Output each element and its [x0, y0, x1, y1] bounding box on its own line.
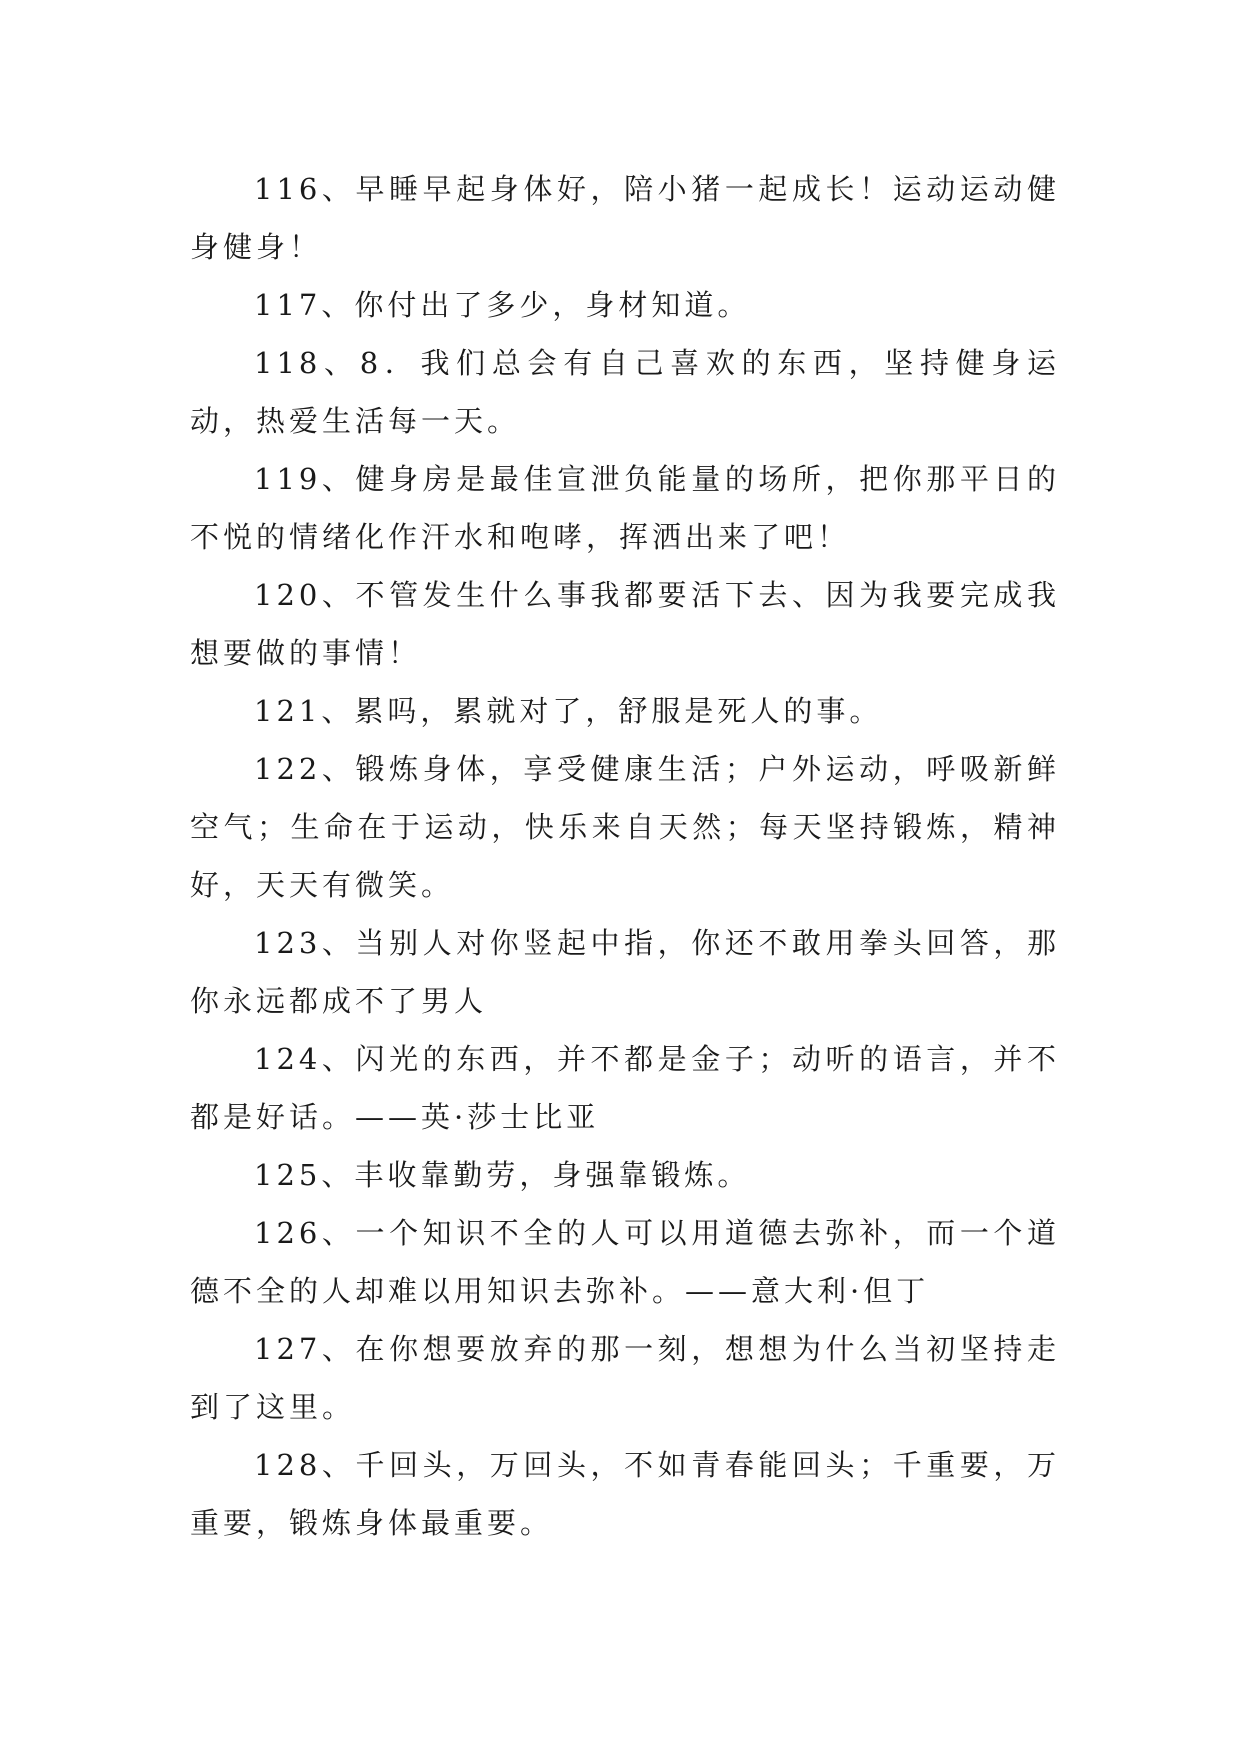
quote-126: 126、一个知识不全的人可以用道德去弥补，而一个道德不全的人却难以用知识去弥补。——意大利·但丁 [190, 1216, 1060, 1308]
quote-122: 122、锻炼身体，享受健康生活；户外运动，呼吸新鲜空气；生命在于运动，快乐来自天然；每天坚持锻炼，精神好，天天有微笑。 [190, 752, 1060, 902]
quote-124: 124、闪光的东西，并不都是金子；动听的语言，并不都是好话。——英·莎士比亚 [190, 1042, 1060, 1134]
quote-119: 119、健身房是最佳宣泄负能量的场所，把你那平日的不悦的情绪化作汗水和咆哮，挥洒出来了吧！ [190, 462, 1060, 554]
quote-118: 118、8．我们总会有自己喜欢的东西，坚持健身运动，热爱生活每一天。 [190, 346, 1060, 438]
quote-116: 116、早睡早起身体好，陪小猪一起成长！运动运动健身健身！ [190, 172, 1060, 264]
quote-121: 121、累吗，累就对了，舒服是死人的事。 [254, 694, 883, 728]
quote-125: 125、丰收靠勤劳，身强靠锻炼。 [254, 1158, 751, 1192]
quote-120: 120、不管发生什么事我都要活下去、因为我要完成我想要做的事情！ [190, 578, 1060, 670]
quote-128: 128、千回头，万回头，不如青春能回头；千重要，万重要，锻炼身体最重要。 [190, 1448, 1060, 1540]
quote-117: 117、你付出了多少，身材知道。 [254, 288, 751, 322]
quote-123: 123、当别人对你竖起中指，你还不敢用拳头回答，那你永远都成不了男人 [190, 926, 1060, 1018]
document-body [190, 160, 1060, 1552]
quote-127: 127、在你想要放弃的那一刻，想想为什么当初坚持走到了这里。 [190, 1332, 1060, 1424]
